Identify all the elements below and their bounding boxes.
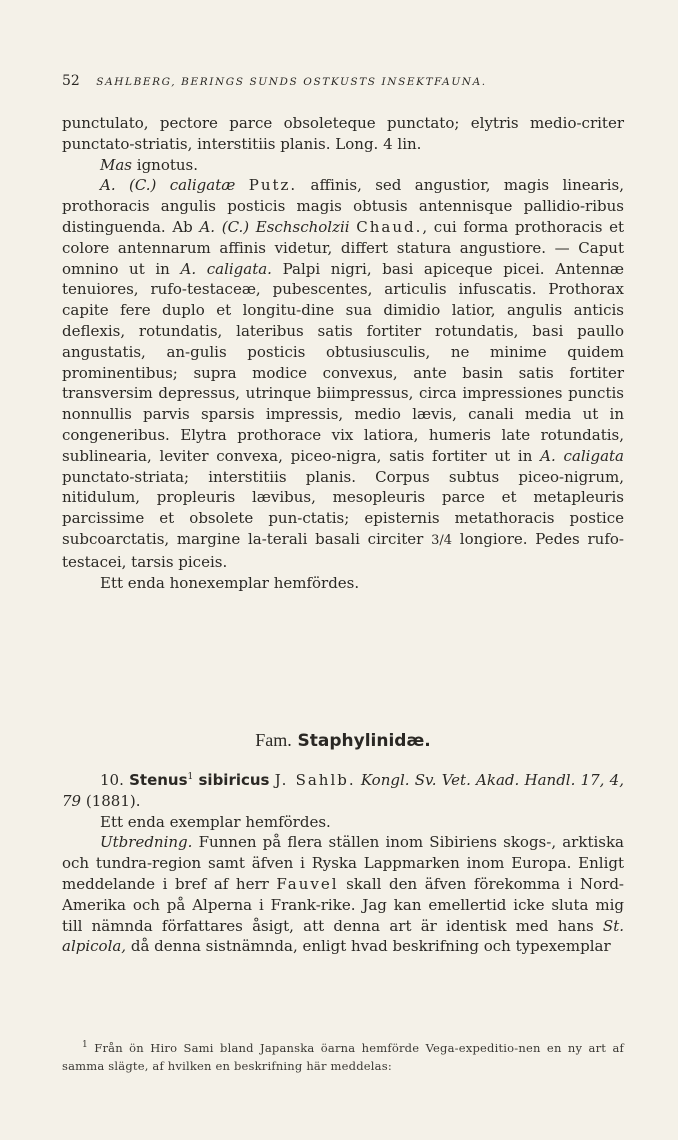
species-paragraph-3-text-c: då denna sistnämnda, enligt hvad beskrifning och typexemplar	[126, 937, 611, 956]
paragraph-3-text-e: longiore. Pedes rufo-testacei, tarsis piceis.	[62, 529, 624, 571]
family-prefix: Fam.	[255, 730, 292, 750]
mas-label: Mas	[100, 155, 132, 174]
paragraph-4-text: Ett enda honexemplar hemfördes.	[100, 573, 360, 592]
footnote-text: Från ön Hiro Sami bland Japanska öarna hemförde Vega-expeditio-nen en ny art af samma slägte, af hvilken en beskrifning här meddelas:	[62, 1041, 624, 1073]
paragraph-2-text: ignotus.	[132, 155, 199, 174]
species-name-caligata: A. caligata.	[180, 259, 272, 278]
running-header	[62, 71, 638, 92]
species-genus: Stenus	[129, 771, 188, 789]
species-paragraph-2	[62, 812, 624, 833]
paragraph-3-text-c: Palpi nigri, basi apiceque picei. Antennæ tenuiores, rufo-testaceæ, pubescentes, articulis infuscatis. Prothorax capite fere duplo et longitu-dine sua dimidio latior, angulis anticis deflexis, rotundatis, lateribus satis fortiter rotundatis, basi paullo angustatis, an-gulis posticis obtusiusculis, ne minime quidem prominentibus; supra modice convexus, ante basin satis fortiter transversim depressus, utrinque biimpressus, circa impressiones punctis nonnullis parvis sparsis impressis, medio lævis, canali media ut in congeneribus. Elytra prothorace vix latiora, humeris late rotundatis, sublinearia, leviter convexa, piceo-nigra, satis fortiter ut in	[62, 259, 625, 465]
paragraph-3	[62, 175, 624, 572]
footnote	[62, 1040, 624, 1075]
species-name-caligatae: A. (C.) caligatæ	[100, 176, 236, 195]
species-epithet: sibiricus	[198, 771, 270, 789]
species-paragraph-3-text-a: Funnen på flera ställen inom Sibiriens skogs-, arktiska och tundra-region samt äfven i Ryska Lappmarken inom Europa. Enligt meddelande i bref af herr	[62, 833, 624, 893]
footnote-paragraph	[62, 1040, 624, 1075]
paragraph-3-text-a: affinis, sed angustior, magis linearis, prothoracis angulis posticis magis obtusis antennisque pallidio-ribus distinguenda. Ab	[62, 176, 624, 236]
family-name: Staphylinidæ.	[297, 731, 431, 751]
paragraph-4	[62, 573, 624, 594]
species-paragraph-3	[62, 832, 624, 957]
species-entry	[62, 770, 624, 957]
author-fauvel: Fauvel	[276, 874, 339, 893]
family-heading	[62, 728, 624, 753]
page-number: 52	[62, 73, 80, 89]
species-paragraph-2-text: Ett enda exemplar hemfördes.	[100, 812, 331, 831]
paragraph-2	[62, 155, 624, 176]
species-reference-year: (1881).	[81, 791, 141, 810]
running-title: SAHLBERG, BERINGS SUNDS OSTKUSTS INSEKTFAUNA.	[96, 76, 487, 88]
footnote-number: 1	[82, 1040, 88, 1051]
species-name-caligata-2: A. caligata	[540, 446, 624, 465]
paragraph-3-text-d: punctato-striata; interstitiis planis. Corpus subtus piceo-nigrum, nitidulum, propleuris lævibus, mesopleuris parce et metapleuris parcissime et obsolete pun-ctatis; episternis metathoracis postice subcoarctatis, margine la-terali basali circiter	[62, 467, 624, 548]
author-chaud: Chaud.	[356, 217, 423, 236]
paragraph-3-text-b: , cui forma prothoracis et colore antennarum affinis videtur, differt statura angustiore. — Caput omnino ut in	[62, 217, 624, 278]
species-number: 10.	[100, 771, 124, 789]
main-text	[62, 113, 624, 593]
species-name-alpicola: St. alpicola,	[62, 916, 624, 956]
footnote-mark: 1	[187, 772, 194, 782]
species-paragraph-3-text-b: skall den äfven förekomma i Nord-Amerika och på Alperna i Frank-rike. Jag kan emellertid icke sluta mig till nämnda författares åsigt, att denna art är identisk med hans	[62, 874, 624, 935]
author-putz: Putz.	[248, 176, 298, 195]
paragraph-1	[62, 113, 624, 155]
species-name-eschscholzii: A. (C.) Eschscholzii	[199, 217, 350, 236]
species-author: J. Sahlb.	[274, 771, 356, 789]
paragraph-1-text: punctulato, pectore parce obsoleteque punctato; elytris medio-criter punctato-striatis, interstitiis planis. Long. 4 lin.	[62, 114, 624, 153]
utbredning-label: Utbredning.	[100, 833, 193, 852]
fraction: 3/4	[431, 532, 453, 548]
species-reference: Kongl. Sv. Vet. Akad. Handl. 17, 4, 79	[62, 771, 624, 810]
species-heading	[62, 770, 624, 812]
